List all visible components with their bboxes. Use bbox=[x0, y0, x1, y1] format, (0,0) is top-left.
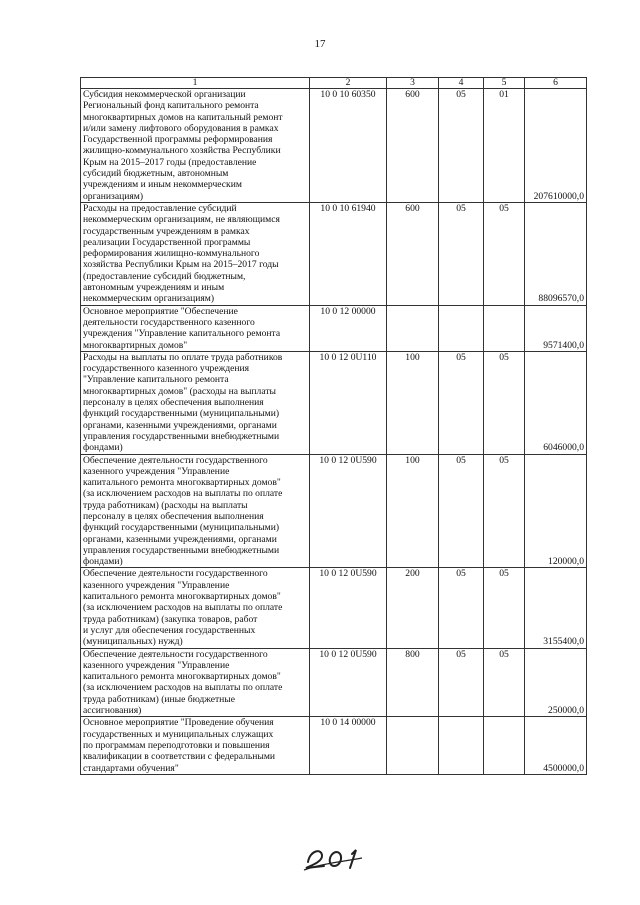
table-row bbox=[81, 717, 587, 774]
column-header: 1 bbox=[81, 78, 310, 89]
row-section bbox=[439, 717, 484, 774]
row-expense-type: 200 bbox=[387, 568, 439, 648]
column-header: 6 bbox=[525, 78, 587, 89]
row-name: Обеспечение деятельности государственного казенного учреждения "Управление капитального ремонта многоквартирных домов" (за исключением расходов на выплаты по оплате труда работникам) (закупка товаров, работ и услуг для обеспечения государственных (муниципальных) нужд) bbox=[81, 568, 310, 648]
row-subsection: 05 bbox=[484, 202, 525, 305]
row-expense-type: 600 bbox=[387, 89, 439, 203]
row-sum: 4500000,0 bbox=[525, 717, 587, 774]
table-header-row bbox=[81, 78, 587, 89]
row-subsection: 05 bbox=[484, 351, 525, 454]
row-sum: 88096570,0 bbox=[525, 202, 587, 305]
row-code: 10 0 12 0U590 bbox=[310, 454, 387, 568]
row-sum: 9571400,0 bbox=[525, 305, 587, 351]
row-sum: 3155400,0 bbox=[525, 568, 587, 648]
row-expense-type bbox=[387, 305, 439, 351]
row-code: 10 0 10 61940 bbox=[310, 202, 387, 305]
row-code: 10 0 12 0U590 bbox=[310, 568, 387, 648]
page-number: 17 bbox=[314, 38, 326, 50]
row-name: Расходы на предоставление субсидий некоммерческим организациям, не являющимся государственным учреждениям в рамках реализации Государственной программы реформирования жилищно-коммунального хозяйства Республики Крым на 2015–2017 годы (предоставление субсидий бюджетным, автономным учреждениям и иным некоммерческим организациям) bbox=[81, 202, 310, 305]
row-expense-type bbox=[387, 717, 439, 774]
row-name: Основное мероприятие "Проведение обучения государственных и муниципальных служащих по программам переподготовки и повышения квалификации в соответствии с федеральными стандартами обучения" bbox=[81, 717, 310, 774]
row-sum: 120000,0 bbox=[525, 454, 587, 568]
row-subsection: 05 bbox=[484, 648, 525, 717]
table-row bbox=[81, 454, 587, 568]
budget-table bbox=[80, 77, 587, 775]
row-sum: 250000,0 bbox=[525, 648, 587, 717]
row-expense-type: 800 bbox=[387, 648, 439, 717]
row-section: 05 bbox=[439, 89, 484, 203]
row-expense-type: 100 bbox=[387, 454, 439, 568]
row-code: 10 0 10 60350 bbox=[310, 89, 387, 203]
row-name: Расходы на выплаты по оплате труда работников государственного казенного учреждения "Управление капитального ремонта многоквартирных домов" (расходы на выплаты персоналу в целях обеспечения выполнения функций государственными (муниципальными) органами, казенными учреждениями, органами управления государственными внебюджетными фондами) bbox=[81, 351, 310, 454]
row-section: 05 bbox=[439, 351, 484, 454]
row-subsection: 05 bbox=[484, 454, 525, 568]
row-subsection bbox=[484, 305, 525, 351]
row-name: Субсидия некоммерческой организации Региональный фонд капитального ремонта многоквартирных домов на капитальный ремонт и/или замену лифтового оборудования в рамках Государственной программы реформирования жилищно-коммунального хозяйства Республики Крым на 2015–2017 годы (предоставление субсидий бюджетным, автономным учреждениям и иным некоммерческим организациям) bbox=[81, 89, 310, 203]
row-code: 10 0 12 0U110 bbox=[310, 351, 387, 454]
table-row bbox=[81, 202, 587, 305]
table-row bbox=[81, 305, 587, 351]
row-section: 05 bbox=[439, 648, 484, 717]
row-code: 10 0 12 00000 bbox=[310, 305, 387, 351]
column-header: 4 bbox=[439, 78, 484, 89]
table-row bbox=[81, 351, 587, 454]
row-name: Основное мероприятие "Обеспечение деятельности государственного казенного учреждения "Управление капитального ремонта многоквартирных домов" bbox=[81, 305, 310, 351]
column-header: 5 bbox=[484, 78, 525, 89]
row-subsection: 01 bbox=[484, 89, 525, 203]
column-header: 3 bbox=[387, 78, 439, 89]
row-expense-type: 100 bbox=[387, 351, 439, 454]
row-section: 05 bbox=[439, 202, 484, 305]
row-name: Обеспечение деятельности государственного казенного учреждения "Управление капитального ремонта многоквартирных домов" (за исключением расходов на выплаты по оплате труда работникам) (расходы на выплаты персоналу в целях обеспечения выполнения функций государственными (муниципальными) органами, казенными учреждениями, органами управления государственными внебюджетными фондами) bbox=[81, 454, 310, 568]
column-header: 2 bbox=[310, 78, 387, 89]
row-expense-type: 600 bbox=[387, 202, 439, 305]
row-section: 05 bbox=[439, 454, 484, 568]
row-section: 05 bbox=[439, 568, 484, 648]
table-row bbox=[81, 568, 587, 648]
table-row bbox=[81, 89, 587, 203]
table-row bbox=[81, 648, 587, 717]
row-section bbox=[439, 305, 484, 351]
row-sum: 207610000,0 bbox=[525, 89, 587, 203]
row-code: 10 0 12 0U590 bbox=[310, 648, 387, 717]
row-subsection: 05 bbox=[484, 568, 525, 648]
handwritten-note-201 bbox=[300, 832, 380, 872]
row-name: Обеспечение деятельности государственного казенного учреждения "Управление капитального ремонта многоквартирных домов" (за исключением расходов на выплаты по оплате труда работникам) (иные бюджетные ассигнования) bbox=[81, 648, 310, 717]
row-code: 10 0 14 00000 bbox=[310, 717, 387, 774]
row-sum: 6046000,0 bbox=[525, 351, 587, 454]
row-subsection bbox=[484, 717, 525, 774]
